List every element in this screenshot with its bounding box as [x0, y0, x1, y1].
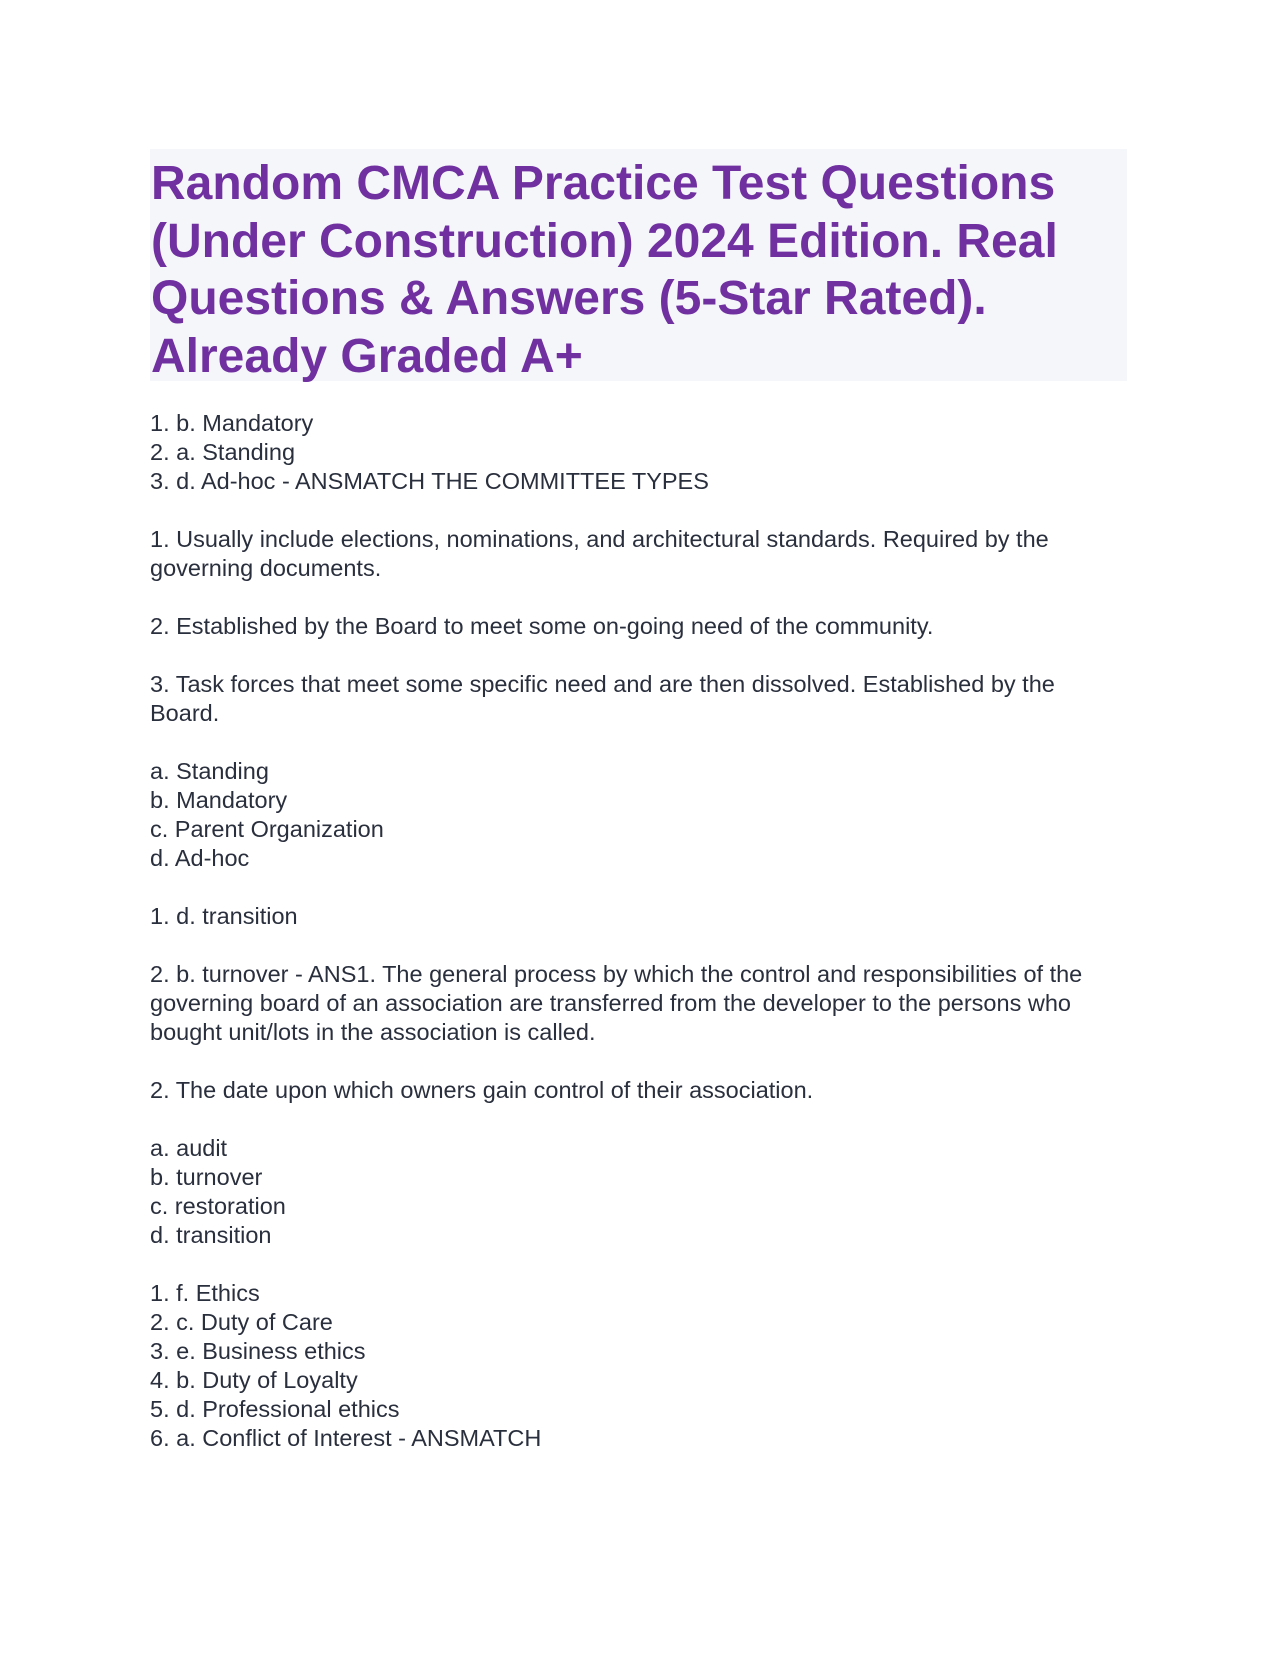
paragraph: [150, 902, 1130, 931]
document-body: [150, 409, 1130, 1482]
text-line: d. transition: [150, 1222, 272, 1248]
text-line: c. restoration: [150, 1193, 286, 1219]
text-line: 6. a. Conflict of Interest - ANSMATCH: [150, 1425, 542, 1451]
text-line: 2. The date upon which owners gain control of their association.: [150, 1077, 814, 1103]
text-line: 3. d. Ad-hoc - ANSMATCH THE COMMITTEE TYPES: [150, 468, 709, 494]
text-line: 1. b. Mandatory: [150, 410, 314, 436]
text-line: a. audit: [150, 1135, 228, 1161]
paragraph: [150, 757, 1130, 873]
text-line: b. Mandatory: [150, 787, 288, 813]
text-line: 5. d. Professional ethics: [150, 1396, 400, 1422]
text-line: 2. a. Standing: [150, 439, 296, 465]
paragraph: [150, 960, 1130, 1047]
page-title: Random CMCA Practice Test Questions (Under Construction) 2024 Edition. Real Questions & Answers (5-Star Rated). Already Graded A+: [151, 157, 1058, 383]
text-line: 1. f. Ethics: [150, 1280, 260, 1306]
text-line: 4. b. Duty of Loyalty: [150, 1367, 358, 1393]
text-line: d. Ad-hoc: [150, 845, 250, 871]
text-line: 2. b. turnover - ANS1. The general process by which the control and responsibilities of the governing board of an association are transferred from the developer to the persons who bought unit/lots in the association is called.: [150, 961, 1089, 1045]
paragraph: [150, 409, 1130, 496]
text-line: 3. Task forces that meet some specific need and are then dissolved. Established by the Board.: [150, 671, 1062, 726]
paragraph: [150, 1076, 1130, 1105]
text-line: c. Parent Organization: [150, 816, 384, 842]
paragraph: [150, 612, 1130, 641]
text-line: 2. c. Duty of Care: [150, 1309, 333, 1335]
title-block: [150, 149, 1127, 381]
paragraph: [150, 670, 1130, 728]
text-line: b. turnover: [150, 1164, 263, 1190]
paragraph: [150, 525, 1130, 583]
text-line: 2. Established by the Board to meet some on-going need of the community.: [150, 613, 934, 639]
paragraph: [150, 1134, 1130, 1250]
text-line: 3. e. Business ethics: [150, 1338, 366, 1364]
text-line: a. Standing: [150, 758, 269, 784]
text-line: 1. d. transition: [150, 903, 298, 929]
paragraph: [150, 1279, 1130, 1453]
text-line: 1. Usually include elections, nominations, and architectural standards. Required by the governing documents.: [150, 526, 1056, 581]
